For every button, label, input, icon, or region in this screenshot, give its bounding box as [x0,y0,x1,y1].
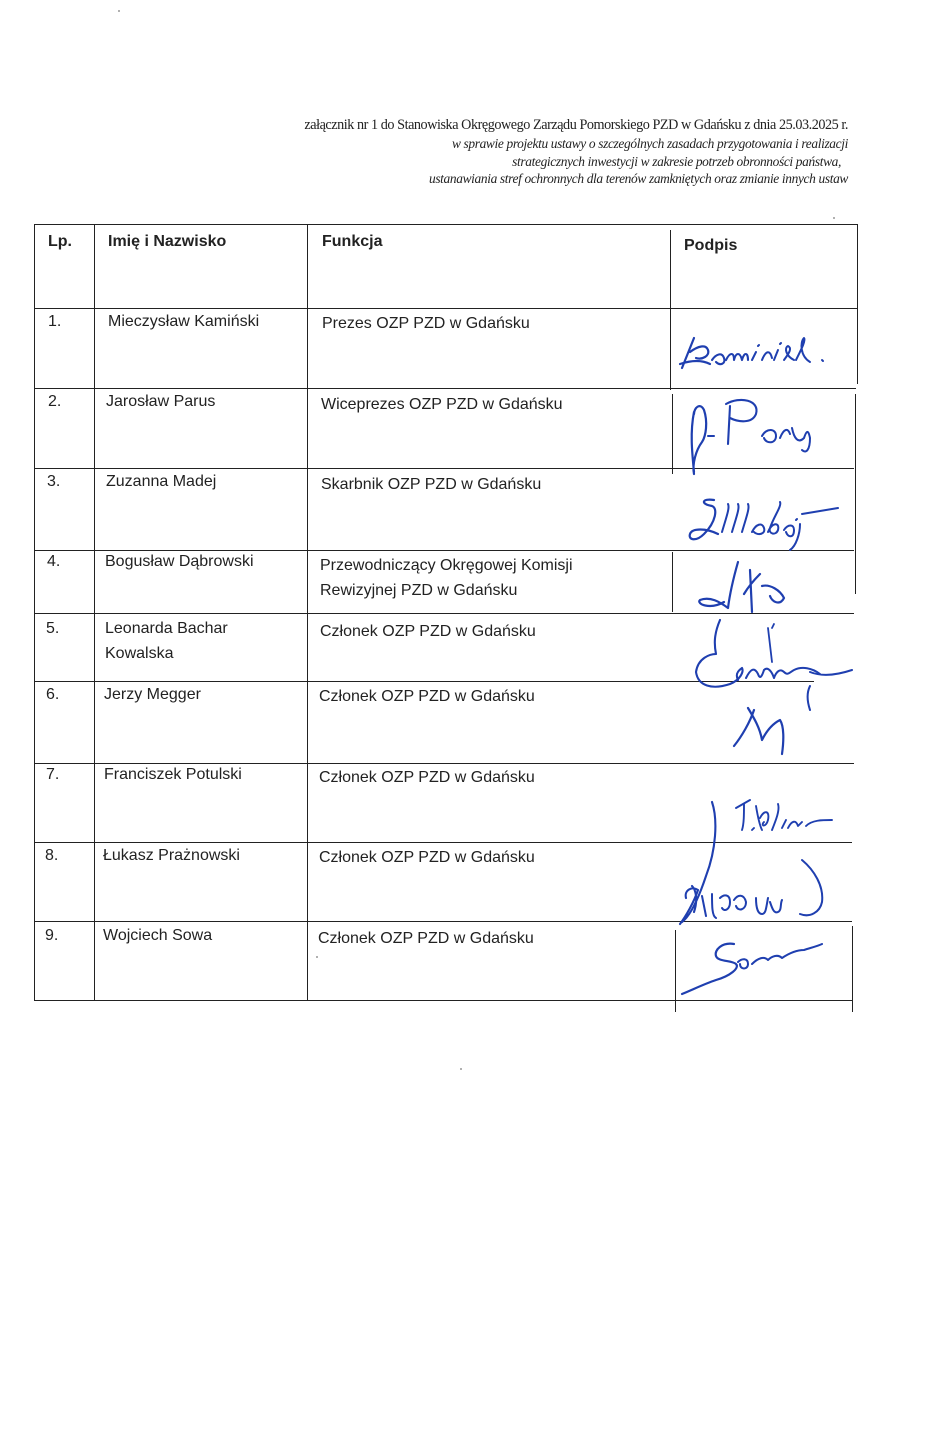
row-4-function-line-1: Przewodniczący Okręgowej Komisji [320,557,573,574]
column-divider-function-bottom [675,930,676,1012]
signature-row-7-8 [672,790,852,934]
row-8-function: Członek OZP PZD w Gdańsku [319,849,535,866]
attachment-subject-line-3: ustanawiania stref ochronnych dla terenów zamkniętych oraz zmianie innych ustaw [428,171,848,186]
row-8-name: Łukasz Prażnowski [103,847,240,864]
row-7-lp: 7. [46,766,60,783]
table-border-right-lower [852,926,853,1012]
column-header-function: Funkcja [322,233,383,250]
row-6-lp: 6. [46,686,60,703]
table-border-top [34,224,858,225]
signature-row-5-6 [690,614,870,774]
column-header-signature: Podpis [684,237,738,254]
row-7-name: Franciszek Potulski [104,766,242,783]
attachment-subject-line-2: strategicznych inwestycji w zakresie potrzeb obronności państwa, [512,153,841,169]
row-5-function: Członek OZP PZD w Gdańsku [320,623,536,640]
row-9-lp: 9. [45,927,59,944]
row-3-lp: 3. [47,473,61,490]
row-1-function: Prezes OZP PZD w Gdańsku [322,315,530,332]
column-divider-function-lower [672,552,673,612]
signature-row-1 [672,320,862,380]
table-border-right-middle [855,394,856,594]
scan-speck [460,1068,462,1070]
table-border-bottom [34,1000,852,1001]
row-4-lp: 4. [47,553,61,570]
attachment-header [180,116,848,188]
row-5-lp: 5. [46,620,60,637]
row-3-function: Skarbnik OZP PZD w Gdańsku [321,476,542,493]
row-6-name: Jerzy Megger [104,686,201,703]
column-divider-function-middle [672,394,673,474]
signature-row-2 [680,392,830,482]
row-5-name-line-2: Kowalska [105,645,174,662]
scan-speck [118,10,120,12]
row-1-name: Mieczysław Kamiński [108,313,260,330]
attachment-subject-line-1: w sprawie projektu ustawy o szczególnych zasadach przygotowania i realizacji [451,136,848,151]
row-2-function: Wiceprezes OZP PZD w Gdańsku [321,396,563,413]
column-header-name: Imię i Nazwisko [108,233,227,250]
row-4-function-line-2: Rewizyjnej PZD w Gdańsku [320,582,518,599]
scan-speck [833,217,835,219]
column-divider-function-upper [670,230,671,390]
row-2-lp: 2. [48,393,62,410]
row-5-name-line-1: Leonarda Bachar [105,620,228,637]
row-6-function: Członek OZP PZD w Gdańsku [319,688,535,705]
attachment-title: załącznik nr 1 do Stanowiska Okręgowego Zarządu Pomorskiego PZD w Gdańsku z dnia 25.03.2025 r. [304,117,848,133]
scan-speck [316,956,318,958]
row-9-function: Członek OZP PZD w Gdańsku [318,930,534,947]
row-8-lp: 8. [45,847,59,864]
row-9-name: Wojciech Sowa [103,927,213,944]
signature-row-3 [682,488,842,558]
column-header-lp: Lp. [48,233,72,250]
row-4-name: Bogusław Dąbrowski [105,553,254,570]
row-1-lp: 1. [48,313,62,330]
row-2-name: Jarosław Parus [106,393,216,410]
row-3-name: Zuzanna Madej [106,473,217,490]
signature-row-9 [678,934,828,1000]
row-7-function: Członek OZP PZD w Gdańsku [319,769,535,786]
